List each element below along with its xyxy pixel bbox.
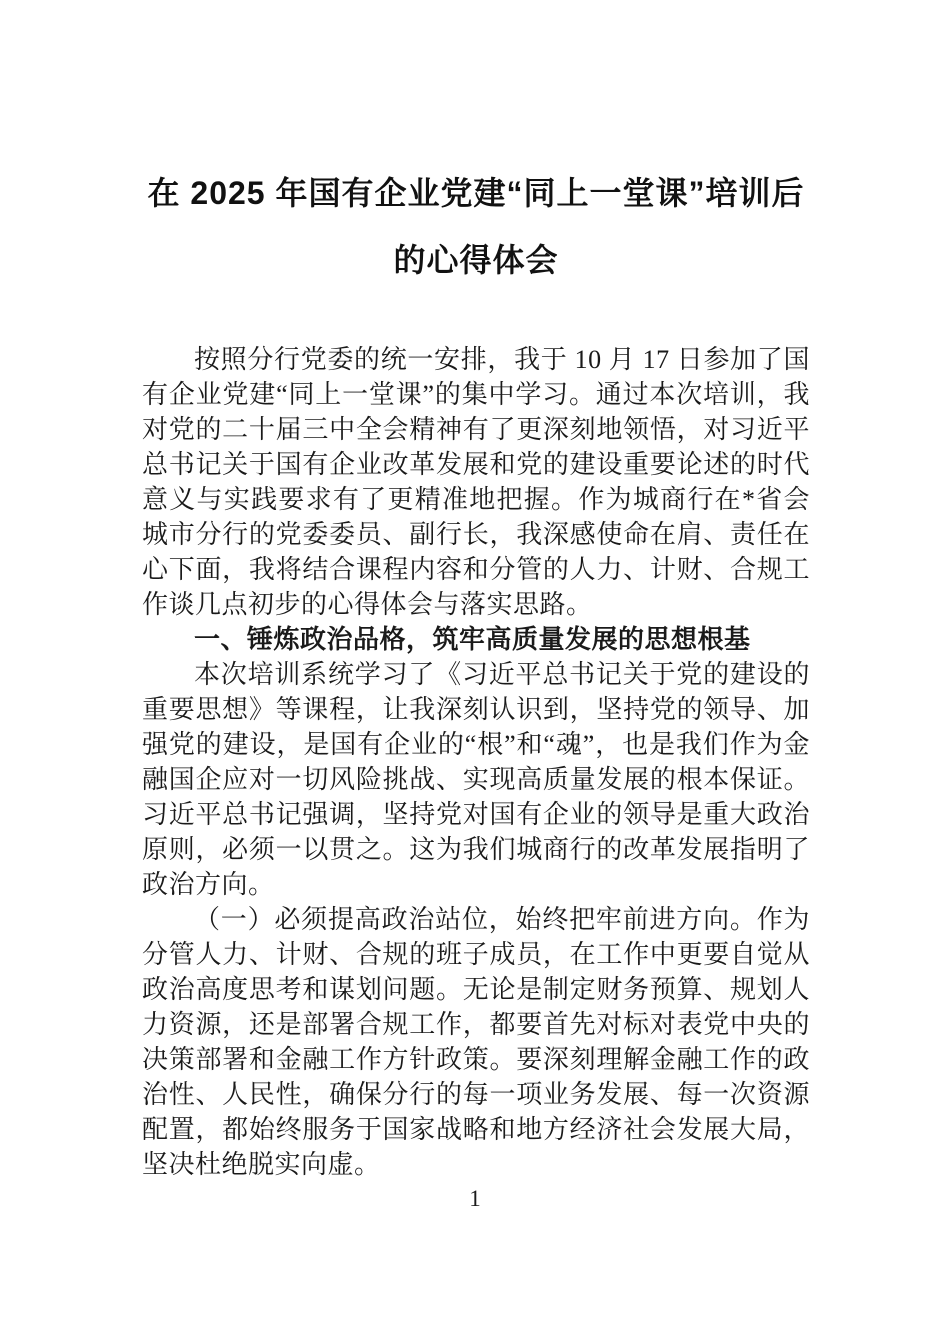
- document-body: [142, 342, 810, 1182]
- paragraph: 按照分行党委的统一安排，我于 10 月 17 日参加了国有企业党建“同上一堂课”的集中学习。通过本次培训，我对党的二十届三中全会精神有了更深刻地领悟，对习近平总书记关于国有企业改革发展和党的建设重要论述的时代意义与实践要求有了更精准地把握。作为城商行在*省会城市分行的党委委员、副行长，我深感使命在肩、责任在心下面，我将结合课程内容和分管的人力、计财、合规工作谈几点初步的心得体会与落实思路。: [142, 345, 810, 620]
- document-title: 在 2025 年国有企业党建“同上一堂课”培训后的心得体会: [147, 175, 805, 279]
- paragraph: 本次培训系统学习了《习近平总书记关于党的建设的重要思想》等课程，让我深刻认识到，坚持党的领导、加强党的建设，是国有企业的“根”和“魂”，也是我们作为金融国企应对一切风险挑战、实现高质量发展的根本保证。习近平总书记强调，坚持党对国有企业的领导是重大政治原则，必须一以贯之。这为我们城商行的改革发展指明了政治方向。: [142, 660, 810, 900]
- page-number: 1: [469, 1186, 481, 1211]
- section-heading: 一、锤炼政治品格，筑牢高质量发展的思想根基: [194, 625, 751, 655]
- paragraph: （一）必须提高政治站位，始终把牢前进方向。作为分管人力、计财、合规的班子成员，在工作中更要自觉从政治高度思考和谋划问题。无论是制定财务预算、规划人力资源，还是部署合规工作，都要首先对标对表党中央的决策部署和金融工作方针政策。要深刻理解金融工作的政治性、人民性，确保分行的每一项业务发展、每一次资源配置，都始终服务于国家战略和地方经济社会发展大局，坚决杜绝脱实向虚。: [142, 905, 810, 1180]
